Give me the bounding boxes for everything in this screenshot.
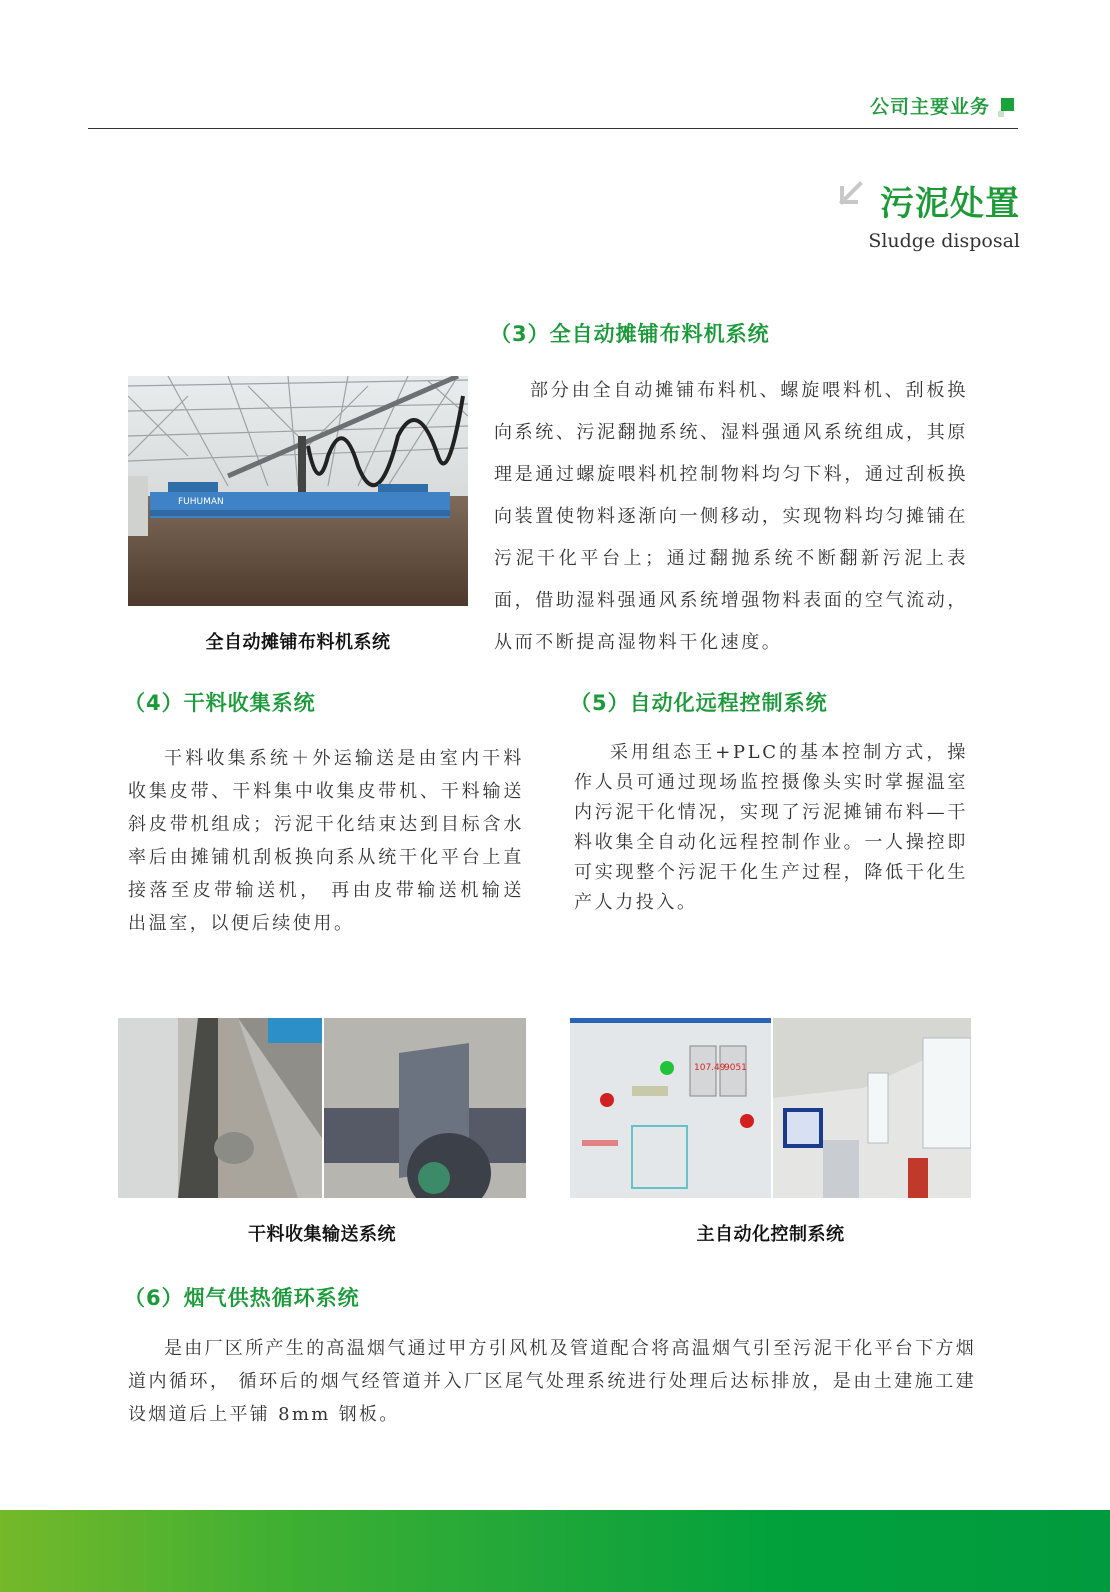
caption-conveyor: 干料收集输送系统 [248, 1224, 396, 1245]
svg-text:107.49: 107.49 [694, 1063, 726, 1073]
caption-paver: 全自动摊铺布料机系统 [205, 632, 391, 653]
svg-text:FUHUMAN: FUHUMAN [178, 497, 224, 507]
greenhouse-paver-illustration [128, 376, 468, 606]
conveyor-trench-photo [118, 1018, 322, 1198]
section-body-4: 干料收集系统＋外运输送是由室内干料收集皮带、干料集中收集皮带机、干料输送斜皮带机组成；污泥干化结束达到目标含水率后由摊铺机刮板换向系从统干化平台上直接落至皮带输送机， 再由皮带输送机输送出温室，以便后续使用。 [128, 748, 524, 934]
header-divider [88, 128, 1018, 129]
section-heading-6: （6）烟气供热循环系统 [124, 1286, 360, 1310]
section-body-5: 采用组态王+PLC的基本控制方式，操作人员可通过现场监控摄像头实时掌握温室内污泥干化情况，实现了污泥摊铺布料—干料收集全自动化远程控制作业。一人操控即可实现整个污泥干化生产过程，降低干化生产人力投入。 [574, 742, 968, 913]
scada-screen-photo [570, 1018, 771, 1198]
conveyor-belt-photo [324, 1018, 526, 1198]
paver-machine-photo [128, 376, 468, 606]
tag-square-small-icon [998, 111, 1004, 117]
page-subtitle: Sludge disposal [868, 230, 1020, 252]
section-body-6: 是由厂区所产生的高温烟气通过甲方引风机及管道配合将高温烟气引至污泥干化平台下方烟道内循环， 循环后的烟气经管道并入厂区尾气处理系统进行处理后达标排放，是由土建施工建设烟道后上平铺 8mm 钢板。 [128, 1338, 976, 1425]
page-title: 污泥处置 [880, 184, 1020, 224]
caption-control: 主自动化控制系统 [696, 1224, 845, 1245]
section-heading-3: （3）全自动摊铺布料机系统 [490, 322, 770, 346]
control-room-photo [773, 1018, 971, 1198]
section-body-3: 部分由全自动摊铺布料机、螺旋喂料机、刮板换向系统、污泥翻抛系统、湿料强通风系统组成，其原理是通过螺旋喂料机控制物料均匀下料，通过刮板换向装置使物料逐渐向一侧移动，实现物料均匀摊铺在污泥干化平台上；通过翻抛系统不断翻新污泥上表面，借助湿料强通风系统增强物料表面的空气流动，从而不断提高湿物料干化速度。 [494, 380, 968, 653]
svg-text:9051: 9051 [724, 1063, 747, 1073]
footer-gradient-band [0, 1510, 1110, 1592]
arrow-down-left-icon [834, 178, 866, 210]
section-heading-5: （5）自动化远程控制系统 [570, 691, 828, 715]
section-tag: 公司主要业务 [869, 96, 990, 118]
tag-square-icon [1001, 98, 1014, 111]
section-heading-4: （4）干料收集系统 [124, 691, 316, 715]
